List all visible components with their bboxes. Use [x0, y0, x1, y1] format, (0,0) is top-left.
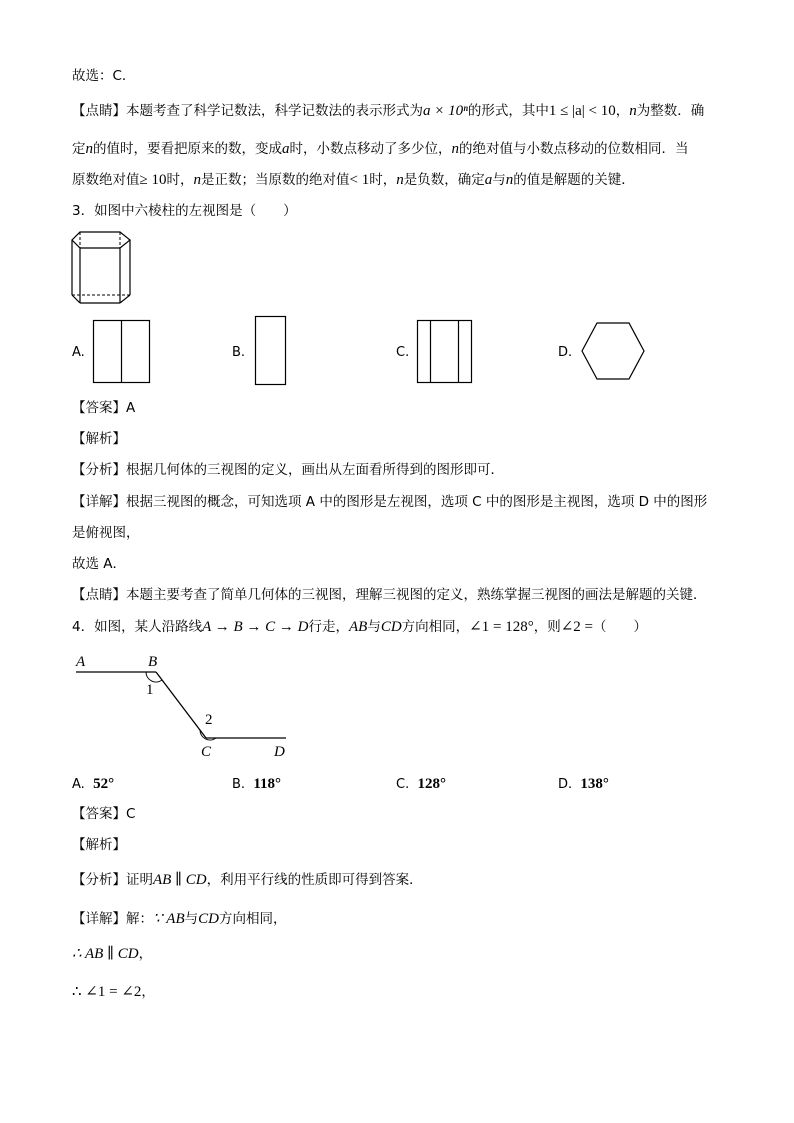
point-D-label: D [274, 744, 285, 760]
point-A-label: A [76, 654, 86, 670]
route-figure [74, 650, 294, 760]
q4-analysis-header: 【解析】 [72, 837, 126, 853]
q4-answer: 【答案】C [72, 806, 136, 822]
q4-option-c: C. 128° [396, 776, 446, 792]
q4-detail: 【详解】解：∵ AB与CD方向相同， [72, 911, 287, 927]
question-3: 3．如图中六棱柱的左视图是（ ） [72, 203, 297, 219]
angle-1-label: 1 [146, 682, 154, 698]
comment-line-2: 定n的值时，要看把原来的数，变成a时，小数点移动了多少位，n的绝对值与小数点移动的位数相同．当 [72, 141, 689, 157]
q3-comment: 【点睛】本题主要考查了简单几何体的三视图，理解三视图的定义，熟练掌握三视图的画法是解题的关键． [72, 587, 707, 603]
q4-option-a: A. 52° [72, 776, 115, 792]
route: A → B → C → D [202, 619, 309, 635]
q3-option-b-label: B. [232, 345, 246, 360]
q3-detail-1: 【详解】根据三视图的概念，可知选项 A 中的图形是左视图，选项 C 中的图形是主视图，选项 D 中的图形 [72, 494, 708, 510]
sci-notation: a × 10ⁿ [423, 103, 468, 119]
q3-option-a-figure [93, 320, 151, 384]
q3-analysis: 【分析】根据几何体的三视图的定义，画出从左面看所得到的图形即可． [72, 462, 504, 478]
q3-option-c-figure [417, 320, 473, 384]
angle-1-given: ∠1 = 128° [469, 619, 534, 635]
q3-detail-2: 是俯视图， [72, 525, 140, 541]
range: 1 ≤ |a| < 10 [548, 103, 616, 119]
answer-line: 故选：C． [72, 68, 136, 84]
question-4: 4．如图，某人沿路线A → B → C → D行走，AB与CD方向相同，∠1 = 128°，则∠2 =（ ） [72, 619, 647, 635]
q3-choice: 故选 A． [72, 556, 127, 572]
q3-option-d-figure [581, 322, 645, 380]
comment-line-3: 原数绝对值≥ 10时，n是正数；当原数的绝对值< 1时，n是负数，确定a与n的值是解题的关键． [72, 172, 635, 188]
angle-2-label: 2 [205, 712, 213, 728]
q3-answer: 【答案】A [72, 400, 136, 416]
q4-option-d: D. 138° [558, 776, 609, 792]
q4-analysis: 【分析】证明AB ∥ CD，利用平行线的性质即可得到答案． [72, 872, 423, 888]
q3-analysis-header: 【解析】 [72, 431, 126, 447]
point-B-label: B [148, 654, 158, 670]
q3-option-a-label: A. [72, 345, 85, 360]
hex-prism-figure [70, 230, 132, 306]
point-C-label: C [201, 744, 212, 760]
q4-step-angles: ∴ ∠1 = ∠2， [72, 984, 155, 1000]
q3-option-b-figure [255, 316, 287, 386]
comment-line-1: 【点睛】本题考查了科学记数法，科学记数法的表示形式为a × 10ⁿ的形式，其中1 ≤ |a| < 10，n为整数．确 [72, 103, 705, 119]
q3-option-d-label: D. [558, 345, 573, 360]
q4-step-parallel: ∴ AB ∥ CD， [72, 946, 153, 962]
q4-option-b: B. 118° [232, 776, 281, 792]
q3-option-c-label: C. [396, 345, 410, 360]
